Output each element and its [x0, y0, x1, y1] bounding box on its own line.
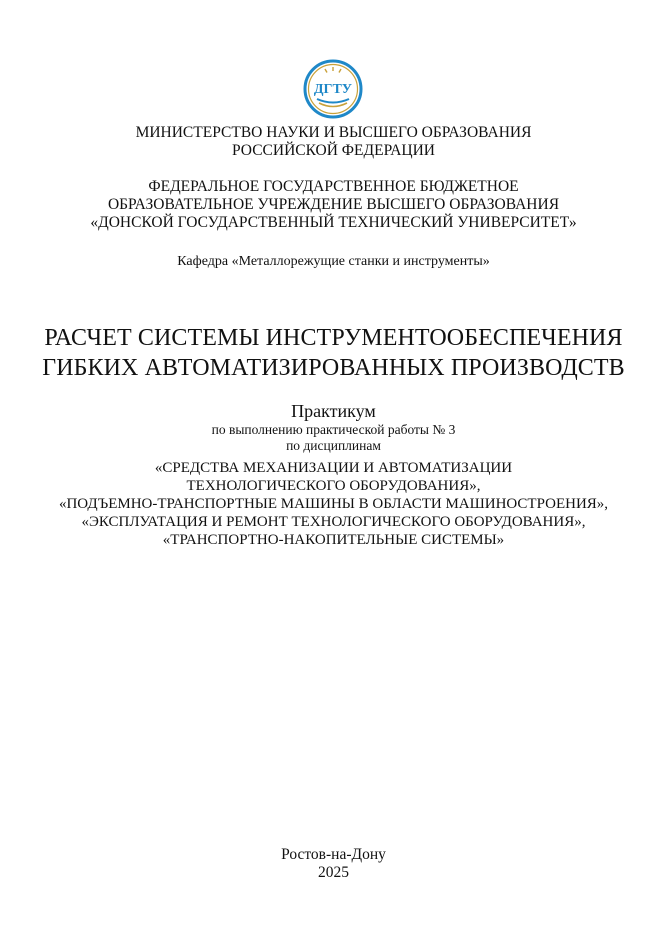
disciplines-list	[0, 459, 667, 549]
department-label	[0, 253, 667, 271]
publication-year: 2025	[318, 864, 349, 881]
ministry-line-1: МИНИСТЕРСТВО НАУКИ И ВЫСШЕГО ОБРАЗОВАНИЯ	[135, 124, 532, 141]
university-line-3: «ДОНСКОЙ ГОСУДАРСТВЕННЫЙ ТЕХНИЧЕСКИЙ УНИВЕРСИТЕТ»	[90, 214, 577, 231]
title-line-2: ГИБКИХ АВТОМАТИЗИРОВАННЫХ ПРОИЗВОДСТВ	[42, 355, 625, 381]
discipline-line: «ЭКСПЛУАТАЦИЯ И РЕМОНТ ТЕХНОЛОГИЧЕСКОГО ОБОРУДОВАНИЯ»,	[81, 514, 586, 530]
discipline-line: «СРЕДСТВА МЕХАНИЗАЦИИ И АВТОМАТИЗАЦИИ	[154, 460, 513, 476]
logo-text: ДГТУ	[313, 82, 353, 97]
document-title	[0, 323, 667, 383]
disciplines-label: по дисциплинам	[286, 438, 381, 453]
city-name: Ростов-на-Дону	[281, 846, 386, 863]
discipline-line: «ТРАНСПОРТНО-НАКОПИТЕЛЬНЫЕ СИСТЕМЫ»	[162, 532, 505, 548]
university-line-2: ОБРАЗОВАТЕЛЬНОЕ УЧРЕЖДЕНИЕ ВЫСШЕГО ОБРАЗОВАНИЯ	[107, 196, 560, 213]
department-text: Кафедра «Металлорежущие станки и инструменты»	[177, 254, 490, 269]
doc-purpose: по выполнению практической работы № 3	[211, 422, 456, 437]
footer	[0, 846, 667, 882]
discipline-line: «ПОДЪЕМНО-ТРАНСПОРТНЫЕ МАШИНЫ В ОБЛАСТИ МАШИНОСТРОЕНИЯ»,	[58, 496, 609, 512]
document-type	[0, 400, 667, 454]
title-line-1: РАСЧЕТ СИСТЕМЫ ИНСТРУМЕНТООБЕСПЕЧЕНИЯ	[44, 325, 623, 351]
university-emblem-icon	[303, 59, 363, 119]
university-heading	[0, 178, 667, 232]
ministry-heading	[0, 124, 667, 160]
discipline-line: ТЕХНОЛОГИЧЕСКОГО ОБОРУДОВАНИЯ»,	[186, 478, 481, 494]
doc-type-label: Практикум	[291, 401, 376, 421]
ministry-line-2: РОССИЙСКОЙ ФЕДЕРАЦИИ	[232, 142, 435, 159]
university-line-1: ФЕДЕРАЛЬНОЕ ГОСУДАРСТВЕННОЕ БЮДЖЕТНОЕ	[148, 178, 519, 195]
